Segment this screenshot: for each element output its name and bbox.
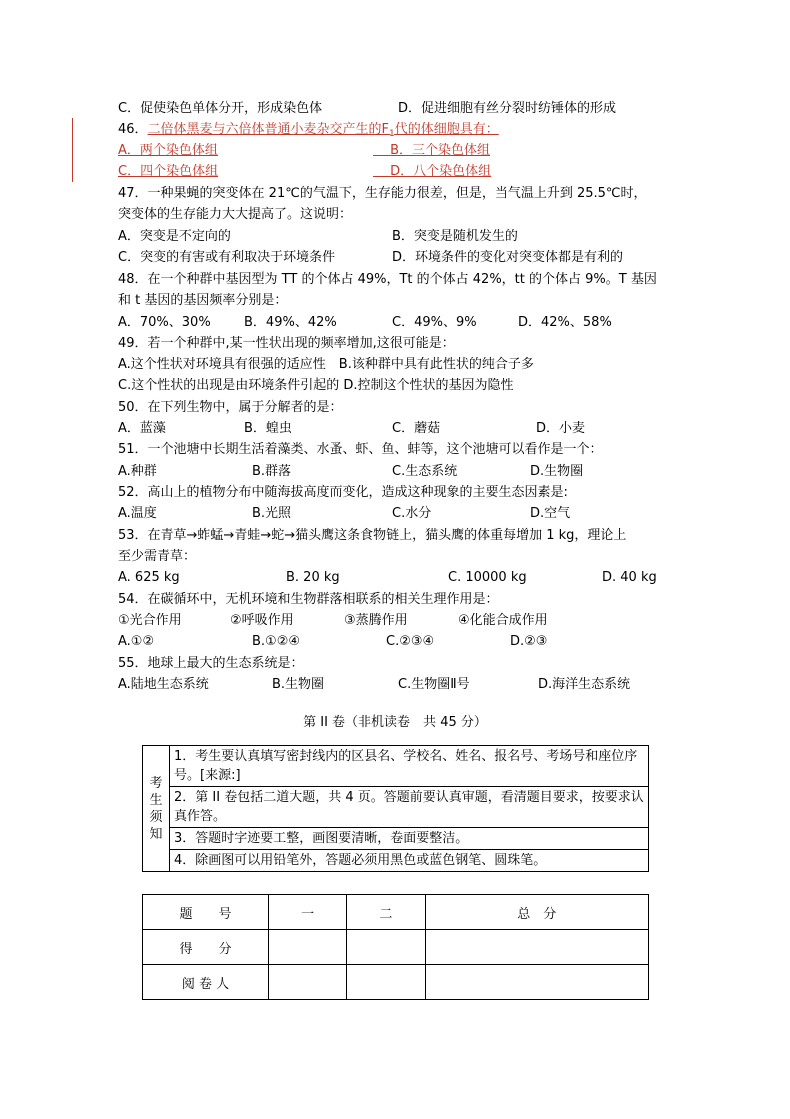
q53-stem-line1: 53．在青草→蚱蜢→青蛙→蛇→猫头鹰这条食物链上，猫头鹰的体重每增加 1 kg，理论上: [118, 528, 627, 543]
score-row: [143, 930, 649, 965]
q54-option-d: D.②③: [510, 634, 548, 649]
grader-cell[interactable]: [425, 965, 648, 1000]
q54-option-c: C.②③④: [386, 634, 435, 649]
revision-bar: [72, 118, 73, 182]
grader-row-label: 阅 卷 人: [143, 965, 269, 1000]
notice-item-4: 4．除画图可以用铅笔外，答题必须用黑色或蓝色钢笔、圆珠笔。: [170, 850, 649, 872]
q51-option-a: A.种群: [118, 464, 157, 479]
q50-option-a: A．蓝藻: [118, 421, 166, 436]
score-header-cell: 总 分: [425, 895, 648, 930]
q46-option-b: B．三个染色体组: [390, 143, 491, 158]
q47-option-b: B．突变是随机发生的: [392, 229, 518, 244]
q48-option-a: A．70%、30%: [118, 315, 211, 330]
q48-option-c: C．49%、9%: [392, 315, 477, 330]
q54-statement-2: ②呼吸作用: [230, 613, 294, 628]
q54-statement-4: ④化能合成作用: [458, 613, 548, 628]
q46-option-d: D．八个染色体组: [390, 164, 492, 179]
q53-option-d: D. 40 kg: [602, 570, 657, 585]
q47-option-d: D．环境条件的变化对突变体都是有利的: [392, 250, 624, 265]
q52-option-b: B.光照: [252, 506, 292, 521]
score-table: [142, 894, 649, 1000]
q50-option-d: D．小麦: [536, 421, 586, 436]
q49-options-ab: A.这个性状对环境具有很强的适应性 B.该种群中具有此性状的纯合子多: [118, 357, 534, 372]
score-cell[interactable]: [425, 930, 648, 965]
q46-option-c: C．四个染色体组: [118, 164, 219, 179]
q53-option-c: C. 10000 kg: [448, 570, 527, 585]
q51-option-c: C.生态系统: [392, 464, 458, 479]
score-header-row: [143, 895, 649, 930]
q47-stem-line1: 47．一种果蝇的突变体在 21℃的气温下，生存能力很差，但是，当气温上升到 25.5℃时，: [118, 186, 647, 201]
notice-side-label: 考 生 须 知: [143, 746, 170, 872]
grader-row: [143, 965, 649, 1000]
q53-option-a: A. 625 kg: [118, 570, 180, 585]
grader-cell[interactable]: [269, 965, 347, 1000]
q54-option-a: A.①②: [118, 634, 155, 649]
q54-statement-1: ①光合作用: [118, 613, 182, 628]
notice-item-2: 2．第 II 卷包括二道大题，共 4 页。答题前要认真审题，看清题目要求，按要求认真作答。: [170, 787, 649, 828]
score-cell[interactable]: [347, 930, 425, 965]
q45-option-d: D．促进细胞有丝分裂时纺锤体的形成: [398, 101, 617, 116]
notice-item-1: 1．考生要认真填写密封线内的区县名、学校名、姓名、报名号、考场号和座位序号。[来源:]: [170, 746, 649, 787]
q48-stem-line1: 48．在一个种群中基因型为 TT 的个体占 49%，Tt 的个体占 42%，tt 的个体占 9%。T 基因: [118, 272, 657, 287]
score-cell[interactable]: [269, 930, 347, 965]
q47-stem-line2: 突变体的生存能力大大提高了。这说明：: [118, 207, 353, 222]
q55-option-a: A.陆地生态系统: [118, 677, 209, 692]
section-title: 第 II 卷（非机读卷 共 45 分）: [303, 715, 487, 730]
q51-stem: 51．一个池塘中长期生活着藻类、水蚤、虾、鱼、蚌等，这个池塘可以看作是一个：: [118, 442, 603, 457]
q52-stem: 52．高山上的植物分布中随海拔高度而变化，造成这种现象的主要生态因素是:: [118, 485, 568, 500]
q50-option-c: C．蘑菇: [392, 421, 441, 436]
q47-option-a: A．突变是不定向的: [118, 229, 231, 244]
q52-option-d: D.空气: [530, 506, 571, 521]
q45-option-c: C．促使染色单体分开，形成染色体: [118, 101, 323, 116]
examinee-notice-table: [142, 745, 649, 872]
q55-stem: 55．地球上最大的生态系统是：: [118, 656, 304, 671]
q46-stem: [118, 121, 499, 143]
q51-option-b: B.群落: [252, 464, 292, 479]
grader-cell[interactable]: [347, 965, 425, 1000]
q55-option-c: C.生物圈Ⅱ号: [398, 677, 470, 692]
q52-option-c: C.水分: [392, 506, 432, 521]
q53-stem-line2: 至少需青草：: [118, 549, 197, 564]
q49-options-cd: C.这个性状的出现是由环境条件引起的 D.控制这个性状的基因为隐性: [118, 378, 514, 393]
q48-option-b: B．49%、42%: [244, 315, 337, 330]
q47-option-c: C．突变的有害或有利取决于环境条件: [118, 250, 336, 265]
score-header-cell: 二: [347, 895, 425, 930]
q51-option-d: D.生物圈: [530, 464, 584, 479]
q55-option-d: D.海洋生态系统: [538, 677, 631, 692]
q52-option-a: A.温度: [118, 506, 157, 521]
q48-option-d: D．42%、58%: [518, 315, 612, 330]
score-header-cell: 一: [269, 895, 347, 930]
notice-item-3: 3．答题时字迹要工整，画图要清晰，卷面要整洁。: [170, 828, 649, 850]
q54-stem: 54．在碳循环中，无机环境和生物群落相联系的相关生理作用是：: [118, 592, 499, 607]
q48-stem-line2: 和 t 基因的基因频率分别是：: [118, 293, 288, 308]
q46-option-a: A．两个染色体组: [118, 143, 218, 158]
q50-stem: 50．在下列生物中，属于分解者的是：: [118, 400, 343, 415]
q55-option-b: B.生物圈: [272, 677, 325, 692]
q53-option-b: B. 20 kg: [286, 570, 340, 585]
score-header-cell: 题 号: [143, 895, 269, 930]
q49-stem: 49．若一个种群中,某一性状出现的频率增加,这很可能是：: [118, 336, 455, 351]
q50-option-b: B．蝗虫: [244, 421, 292, 436]
q46-number: 46．: [118, 122, 148, 137]
q46-stem-text: 二倍体黑麦与六倍体普通小麦杂交产生的$F_1$代的体细胞具有：: [147, 122, 499, 139]
score-row-label: 得 分: [143, 930, 269, 965]
q54-statement-3: ③蒸腾作用: [344, 613, 408, 628]
q54-option-b: B.①②④: [252, 634, 301, 649]
